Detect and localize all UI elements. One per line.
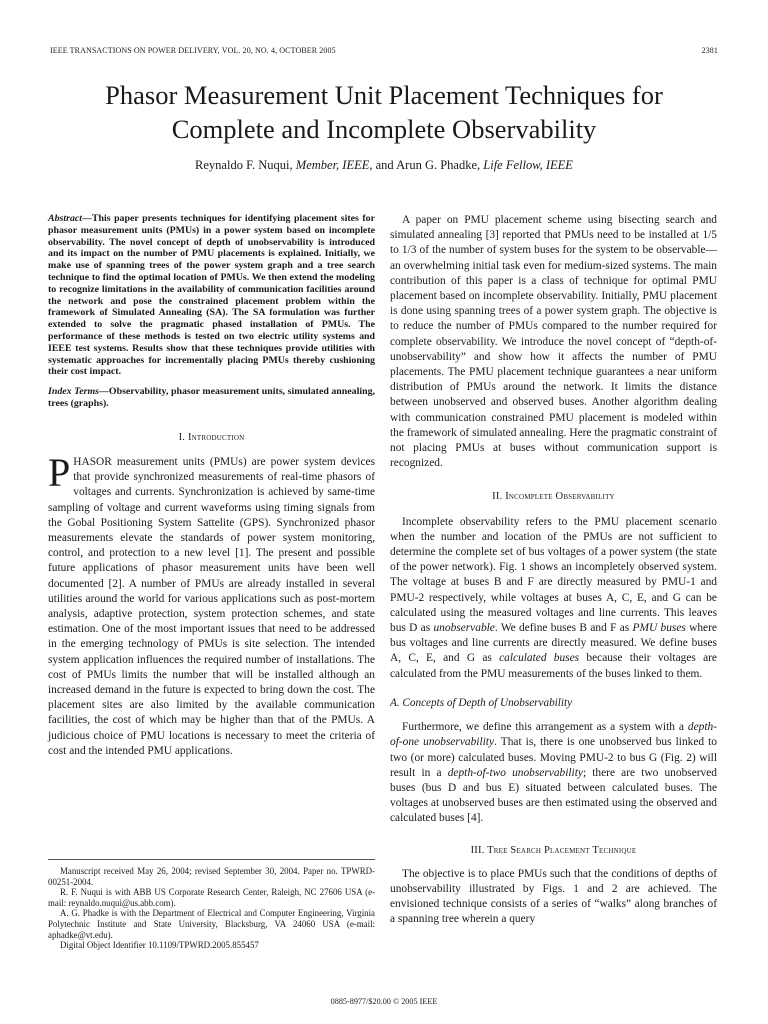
term-calculated-buses: calculated buses: [499, 652, 580, 665]
term-pmu-buses: PMU buses: [632, 622, 686, 635]
sec2-text-d: because their voltages are calculated from the PMU measurements of the buses linked to them.: [390, 652, 717, 680]
subsec-a-text-c: ; there are two unobserved buses (bus D and bus E) situated between calculated buses. The voltages at unobserved buses are then estimated using the observed and calculated buses [4].: [390, 766, 717, 825]
title-line-2: Complete and Incomplete Observability: [171, 114, 597, 144]
footnotes: [48, 866, 375, 951]
fraction-one-third: 1/3: [401, 244, 417, 257]
footnote-phadke: A. G. Phadke is with the Department of Electrical and Computer Engineering, Virginia Polytechnic Institute and State University, Blacksburg, VA 24060 USA (e-mail: aphadke@vt.edu).: [48, 908, 375, 940]
abstract: [48, 213, 375, 378]
subsection-heading-depth: A. Concepts of Depth of Unobservability: [390, 696, 573, 709]
section-heading-introduction: I. Introduction: [178, 431, 245, 443]
author-1-role: Member, IEEE,: [295, 158, 373, 172]
author-2-role: Life Fellow, IEEE: [483, 158, 573, 172]
subsec-a-paragraph: [390, 720, 717, 826]
index-terms: [48, 386, 375, 410]
author-1: Reynaldo F. Nuqui,: [195, 158, 293, 172]
fraction-one-fifth: 1/5: [702, 229, 717, 242]
intro-paragraph: [48, 449, 375, 759]
copyright-footer: 0885-8977/$20.00 © 2005 IEEE: [330, 997, 438, 1006]
journal-name: IEEE TRANSACTIONS ON POWER DELIVERY, VOL. 20, NO. 4, OCTOBER 2005: [50, 46, 336, 55]
drop-cap: P: [48, 449, 71, 495]
footnote-block: [48, 859, 375, 951]
term-unobservable: unobservable: [433, 622, 495, 635]
intro-continuation: [390, 213, 717, 471]
index-terms-text: Observability, phasor measurement units, simulated annealing, trees (graphs).: [48, 386, 375, 409]
sec3-paragraph: The objective is to place PMUs such that the conditions of depths of unobservability illustrated by Figs. 1 and 2 are achieved. The envisioned technique consists of a series of “walks” along branches of a spanning tree wherein a query: [390, 867, 717, 926]
sec2-text-b: . We define buses B and F as: [494, 622, 633, 635]
section-heading-tree-search: III. Tree Search Placement Technique: [470, 844, 637, 856]
intro-body: HASOR measurement units (PMUs) are power system devices that provide synchronized measurements of real-time phasors of voltages and currents. Synchronization is achieved by same-time sampling of voltage and current waveforms using timing signals from the Gobal Positioning System Sattelite (GPS). Synchronized phasor measurements elevate the standards of power system monitoring, control, and protection to a new level [1]. The present and possible future applications of phasor measurement units have been well documented [2]. A number of PMUs are already installed in several utilities around the world for various applications such as post-mortem analysis, adaptive protection, system protection schemes, and state estimation. One of the most important issues that need to be addressed in the emerging technology of PMUs is site selection. The intended system application influences the required number of installations. The cost of PMUs limits the number that will be installed although an increased demand in the future is expected to bring down the cost. The placement sites are also limited by the available communication facilities, the cost of which may be higher than that of the PMUs. A judicious choice of PMU locations is necessary to meet the criteria of cost and the intended PMU applications.: [48, 455, 375, 757]
intro-cont-to: to: [390, 244, 402, 257]
subsec-a-text-a: Furthermore, we define this arrangement as a system with a: [402, 721, 688, 734]
left-column: [48, 213, 375, 951]
index-terms-label: Index Terms—: [48, 386, 109, 398]
footnote-received: Manuscript received May 26, 2004; revised September 30, 2004. Paper no. TPWRD-00251-2004.: [48, 866, 375, 887]
author-connector: and: [375, 158, 394, 172]
section-heading-incomplete-observability: II. Incomplete Observability: [492, 491, 615, 503]
page-number: 2381: [701, 46, 718, 55]
title-line-1: Phasor Measurement Unit Placement Techniques for: [105, 80, 663, 110]
intro-cont-text-b: of the number of system buses for the system to be observable—an overwhelming initial task even for medium-sized systems. The main contribution of this paper is a class of technique for optimal PMU placement based on incomplete observability. Initially, PMU placement is done using spanning trees of a power system graph. The objective is to reduce the number of PMUs compared to the number required for complete observability. We introduce the novel concept of “depth-of-unobservability” and show how it affects the number of PMU placements. The PMU placement technique guarantees a near uniform distribution of PMUs around the network. It limits the distance between unobserved and observed buses. Another algorithm dealing with communication constrained PMU placement is modeled within the framework of simulated annealing. Here the pragmatic constraint of not placing PMUs at buses without communication support is recognized.: [390, 244, 717, 470]
footnote-nuqui: R. F. Nuqui is with ABB US Corporate Research Center, Raleigh, NC 27606 USA (e-mail: reynaldo.nuqui@us.abb.com).: [48, 887, 375, 908]
abstract-label: Abstract—: [48, 213, 92, 224]
right-column: [390, 213, 717, 928]
sec2-paragraph: [390, 515, 717, 682]
term-depth-one: depth-of-one unobservability: [390, 721, 717, 749]
term-depth-two: depth-of-two unobservability: [447, 766, 583, 779]
author-line: [30, 158, 738, 173]
running-head: [50, 46, 718, 55]
footnote-rule: [48, 859, 375, 860]
subsec-a-text-b: . That is, there is one unobserved bus linked to two (or more) calculated buses. Moving PMU-2 to bus G (Fig. 2) will result in a: [390, 736, 718, 779]
sec2-text-c: where bus voltages and line currents are directly measured. We define buses A, C, E, and G as: [390, 622, 717, 665]
paper-title: [30, 78, 738, 146]
intro-cont-text-a: A paper on PMU placement scheme using bisecting search and simulated annealing [3] reported that PMUs need to be installed at: [390, 214, 717, 242]
author-2: Arun G. Phadke,: [396, 158, 481, 172]
sec2-text-a: Incomplete observability refers to the PMU placement scenario when the number and location of the PMUs are not sufficient to determine the complete set of bus voltages of a power system (the state of the power network). Fig. 1 shows an incompletely observed system. The voltage at buses B and F are directly measured by PMU-1 and PMU-2 respectively, while voltages at buses A, C, E, and G can be calculated using the measured voltages and line currents. This leaves bus D as: [390, 515, 717, 635]
abstract-text: This paper presents techniques for identifying placement sites for phasor measurement units (PMUs) in a power system based on incomplete observability. The novel concept of depth of unobservability is introduced and its impact on the number of PMU placements is explained. Initially, we make use of spanning trees of the power system graph and a tree search technique to find the optimal location of PMUs. We then extend the modeling to recognize limitations in the availability of communication facilities around the network and pose the constrained placement problem within the framework of Simulated Annealing (SA). The SA formulation was further extended to solve the pragmatic phased installation of PMUs. The performance of these methods is tested on two electric utility systems and IEEE test systems. Results show that these techniques provide utilities with systematic approaches for incrementally placing PMUs thereby cushioning their cost impact.: [48, 213, 375, 378]
footnote-doi: Digital Object Identifier 10.1109/TPWRD.2005.855457: [60, 940, 259, 951]
